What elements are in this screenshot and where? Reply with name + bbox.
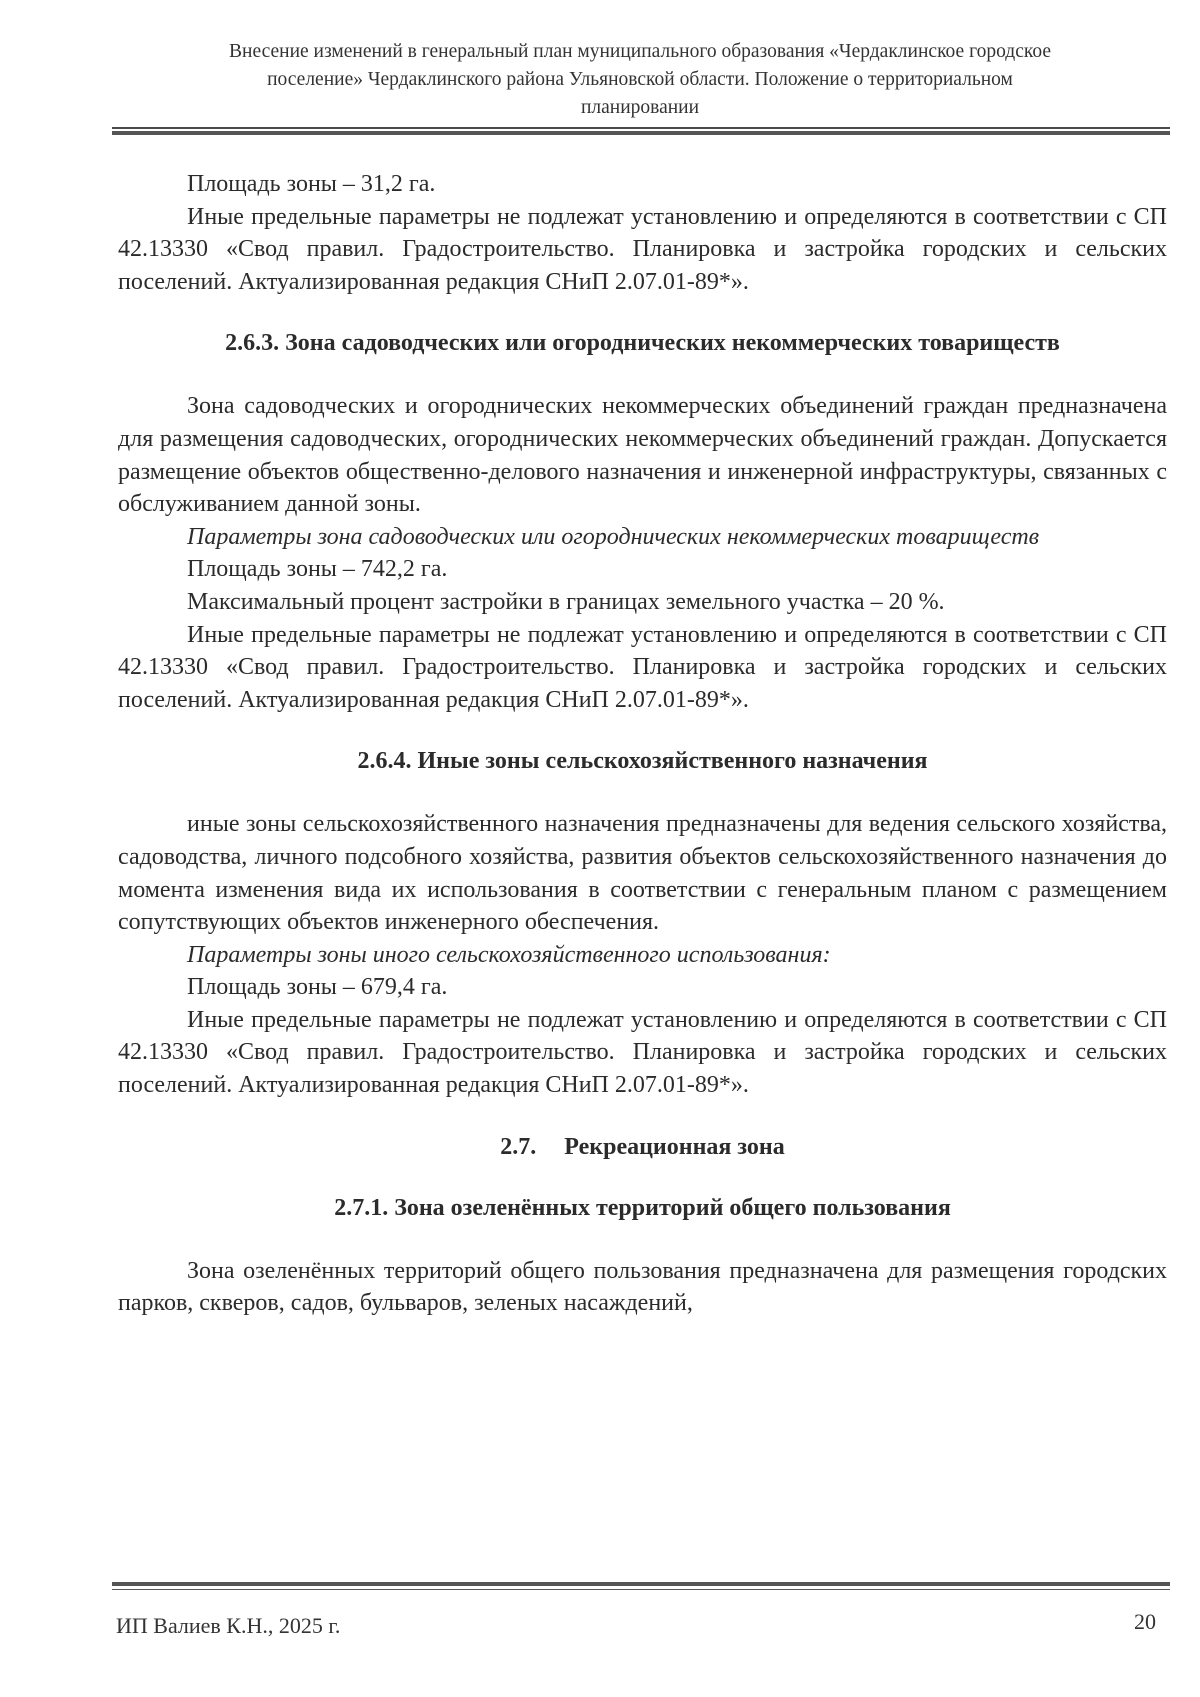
section-number-2-7: 2.7. [500, 1133, 537, 1160]
paragraph-other-params-2: Иные предельные параметры не подлежат установлению и определяются в соответствии с СП 42.13330 «Свод правил. Градостроительство. Планировка и застройка городских и сельских поселений. Актуализированная редакция СНиП 2.07.01-89*». [118, 621, 1167, 713]
header-line-2: поселение» Чердаклинского района Ульяновской области. Положение о территориальном [267, 69, 1013, 90]
section-heading-2-7-1: 2.7.1. Зона озеленённых территорий общего пользования [334, 1194, 951, 1221]
paragraph-agri-zone-desc: иные зоны сельскохозяйственного назначения предназначены для ведения сельского хозяйства, садоводства, личного подсобного хозяйства, развития объектов сельскохозяйственного назначения до момента изменения вида их использования в соответствии с генеральным планом с размещением сопутствующих объектов инженерного обеспечения. [118, 811, 1167, 936]
section-heading-2-6-3: 2.6.3. Зона садоводческих или огороднических некоммерческих товариществ [225, 330, 1060, 357]
footer-rule-thick [112, 1582, 1170, 1586]
page-number: 20 [1134, 1609, 1156, 1634]
footer-rule-thin [112, 1589, 1170, 1590]
paragraph-max-percent: Максимальный процент застройки в границах земельного участка – 20 %. [187, 588, 945, 615]
paragraph-area-679: Площадь зоны – 679,4 га. [187, 974, 448, 1001]
paragraph-other-params-1: Иные предельные параметры не подлежат установлению и определяются в соответствии с СП 42.13330 «Свод правил. Градостроительство. Планировка и застройка городских и сельских поселений. Актуализированная редакция СНиП 2.07.01-89*». [118, 203, 1167, 295]
section-title-2-7: Рекреационная зона [564, 1133, 785, 1160]
paragraph-agri-zone-params: Параметры зоны иного сельскохозяйственного использования: [187, 941, 831, 968]
header-rule-thick [112, 131, 1170, 135]
footer-author: ИП Валиев К.Н., 2025 г. [116, 1613, 341, 1638]
section-heading-2-6-4: 2.6.4. Иные зоны сельскохозяйственного назначения [357, 748, 928, 775]
header-line-1: Внесение изменений в генеральный план муниципального образования «Чердаклинское городское [229, 41, 1051, 62]
document-body [118, 168, 1167, 1320]
paragraph-garden-zone-desc: Зона садоводческих и огороднических некоммерческих объединений граждан предназначена для размещения садоводческих, огороднических некоммерческих объединений граждан. Допускается размещение объектов общественно-делового назначения и инженерной инфраструктуры, связанных с обслуживанием данной зоны. [118, 393, 1167, 518]
running-header [110, 38, 1170, 122]
section-heading-2-7 [118, 1131, 1167, 1163]
paragraph-other-params-3: Иные предельные параметры не подлежат установлению и определяются в соответствии с СП 42.13330 «Свод правил. Градостроительство. Планировка и застройка городских и сельских поселений. Актуализированная редакция СНиП 2.07.01-89*». [118, 1006, 1167, 1099]
paragraph-area-31: Площадь зоны – 31,2 га. [187, 171, 436, 197]
paragraph-garden-zone-params: Параметры зона садоводческих или огороднических некоммерческих товариществ [187, 523, 1040, 550]
paragraph-area-742: Площадь зоны – 742,2 га. [187, 556, 448, 583]
header-line-3: планировании [580, 97, 700, 118]
header-rule-thin [112, 127, 1170, 129]
paragraph-green-zone-desc: Зона озеленённых территорий общего пользования предназначена для размещения городских парков, скверов, садов, бульваров, зеленых насаждений, [118, 1257, 1167, 1317]
